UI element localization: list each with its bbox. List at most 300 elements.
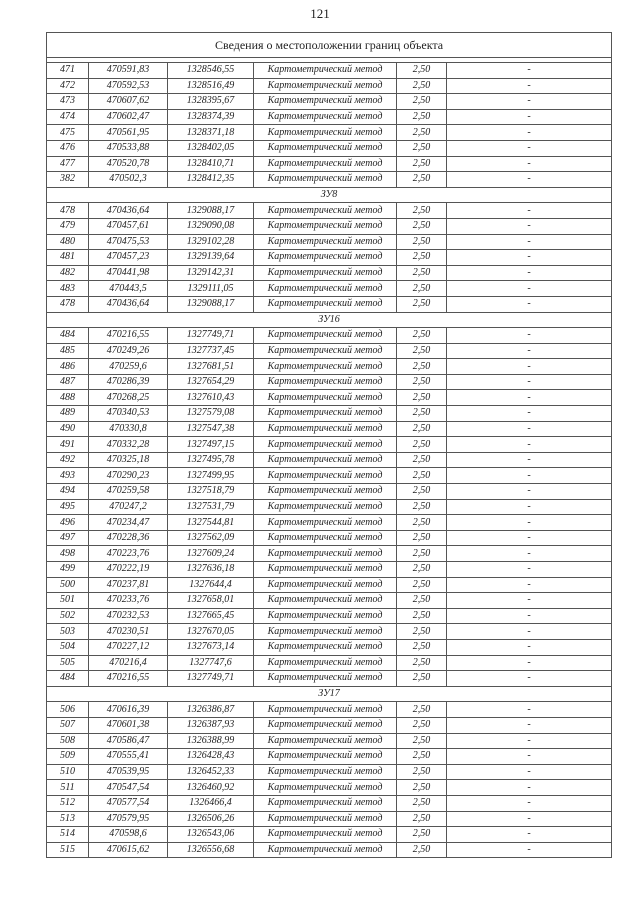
- accuracy-cell: 2,50: [397, 764, 447, 780]
- method-cell: Картометрический метод: [254, 156, 397, 172]
- description-cell: -: [447, 94, 612, 110]
- point-number-cell: 499: [47, 562, 89, 578]
- table-row: [47, 842, 612, 858]
- table-row: [47, 468, 612, 484]
- method-cell: Картометрический метод: [254, 421, 397, 437]
- x-coordinate-cell: 470443,5: [89, 281, 168, 297]
- method-cell: Картометрический метод: [254, 468, 397, 484]
- x-coordinate-cell: 470228,36: [89, 530, 168, 546]
- method-cell: Картометрический метод: [254, 78, 397, 94]
- accuracy-cell: 2,50: [397, 125, 447, 141]
- description-cell: -: [447, 374, 612, 390]
- method-cell: Картометрический метод: [254, 250, 397, 266]
- method-cell: Картометрический метод: [254, 749, 397, 765]
- accuracy-cell: 2,50: [397, 296, 447, 312]
- point-number-cell: 484: [47, 328, 89, 344]
- table-row: [47, 406, 612, 422]
- y-coordinate-cell: 1329088,17: [168, 203, 254, 219]
- description-cell: -: [447, 733, 612, 749]
- table-row: [47, 764, 612, 780]
- x-coordinate-cell: 470259,58: [89, 484, 168, 500]
- x-coordinate-cell: 470502,3: [89, 172, 168, 188]
- table-row: [47, 250, 612, 266]
- method-cell: Картометрический метод: [254, 639, 397, 655]
- description-cell: -: [447, 530, 612, 546]
- table-row: [47, 515, 612, 531]
- table-row: [47, 437, 612, 453]
- point-number-cell: 484: [47, 671, 89, 687]
- description-cell: -: [447, 515, 612, 531]
- x-coordinate-cell: 470602,47: [89, 109, 168, 125]
- x-coordinate-cell: 470441,98: [89, 265, 168, 281]
- y-coordinate-cell: 1327673,14: [168, 639, 254, 655]
- point-number-cell: 474: [47, 109, 89, 125]
- method-cell: Картометрический метод: [254, 406, 397, 422]
- y-coordinate-cell: 1327737,45: [168, 343, 254, 359]
- y-coordinate-cell: 1327579,08: [168, 406, 254, 422]
- description-cell: -: [447, 562, 612, 578]
- y-coordinate-cell: 1327644,4: [168, 577, 254, 593]
- point-number-cell: 475: [47, 125, 89, 141]
- y-coordinate-cell: 1326387,93: [168, 717, 254, 733]
- x-coordinate-cell: 470332,28: [89, 437, 168, 453]
- table-row: [47, 359, 612, 375]
- table-row: [47, 63, 612, 79]
- y-coordinate-cell: 1329142,31: [168, 265, 254, 281]
- method-cell: Картометрический метод: [254, 530, 397, 546]
- accuracy-cell: 2,50: [397, 343, 447, 359]
- accuracy-cell: 2,50: [397, 811, 447, 827]
- accuracy-cell: 2,50: [397, 780, 447, 796]
- point-number-cell: 502: [47, 608, 89, 624]
- x-coordinate-cell: 470259,6: [89, 359, 168, 375]
- y-coordinate-cell: 1326460,92: [168, 780, 254, 796]
- method-cell: Картометрический метод: [254, 795, 397, 811]
- table-title-row: [47, 33, 612, 58]
- x-coordinate-cell: 470555,41: [89, 749, 168, 765]
- method-cell: Картометрический метод: [254, 624, 397, 640]
- accuracy-cell: 2,50: [397, 78, 447, 94]
- point-number-cell: 478: [47, 296, 89, 312]
- description-cell: -: [447, 156, 612, 172]
- x-coordinate-cell: 470227,12: [89, 639, 168, 655]
- accuracy-cell: 2,50: [397, 218, 447, 234]
- method-cell: Картометрический метод: [254, 484, 397, 500]
- method-cell: Картометрический метод: [254, 296, 397, 312]
- y-coordinate-cell: 1328546,55: [168, 63, 254, 79]
- table-row: [47, 281, 612, 297]
- method-cell: Картометрический метод: [254, 172, 397, 188]
- method-cell: Картометрический метод: [254, 452, 397, 468]
- accuracy-cell: 2,50: [397, 639, 447, 655]
- x-coordinate-cell: 470561,95: [89, 125, 168, 141]
- description-cell: -: [447, 328, 612, 344]
- point-number-cell: 488: [47, 390, 89, 406]
- section-label: ЗУ17: [47, 686, 612, 702]
- x-coordinate-cell: 470237,81: [89, 577, 168, 593]
- accuracy-cell: 2,50: [397, 530, 447, 546]
- accuracy-cell: 2,50: [397, 406, 447, 422]
- description-cell: -: [447, 265, 612, 281]
- accuracy-cell: 2,50: [397, 203, 447, 219]
- method-cell: Картометрический метод: [254, 733, 397, 749]
- table-row: [47, 827, 612, 843]
- point-number-cell: 510: [47, 764, 89, 780]
- point-number-cell: 498: [47, 546, 89, 562]
- table-row: [47, 109, 612, 125]
- method-cell: Картометрический метод: [254, 343, 397, 359]
- description-cell: -: [447, 203, 612, 219]
- accuracy-cell: 2,50: [397, 702, 447, 718]
- description-cell: -: [447, 499, 612, 515]
- point-number-cell: 501: [47, 593, 89, 609]
- table-row: [47, 328, 612, 344]
- x-coordinate-cell: 470247,2: [89, 499, 168, 515]
- table-row: [47, 593, 612, 609]
- page-number: 121: [310, 6, 330, 21]
- section-label: ЗУ8: [47, 187, 612, 203]
- accuracy-cell: 2,50: [397, 250, 447, 266]
- y-coordinate-cell: 1326506,26: [168, 811, 254, 827]
- accuracy-cell: 2,50: [397, 546, 447, 562]
- accuracy-cell: 2,50: [397, 265, 447, 281]
- accuracy-cell: 2,50: [397, 421, 447, 437]
- y-coordinate-cell: 1326428,43: [168, 749, 254, 765]
- x-coordinate-cell: 470233,76: [89, 593, 168, 609]
- x-coordinate-cell: 470615,62: [89, 842, 168, 858]
- method-cell: Картометрический метод: [254, 780, 397, 796]
- x-coordinate-cell: 470249,26: [89, 343, 168, 359]
- point-number-cell: 500: [47, 577, 89, 593]
- accuracy-cell: 2,50: [397, 328, 447, 344]
- point-number-cell: 472: [47, 78, 89, 94]
- description-cell: -: [447, 78, 612, 94]
- table-row: [47, 780, 612, 796]
- y-coordinate-cell: 1329139,64: [168, 250, 254, 266]
- point-number-cell: 477: [47, 156, 89, 172]
- method-cell: Картометрический метод: [254, 515, 397, 531]
- description-cell: -: [447, 218, 612, 234]
- y-coordinate-cell: 1327495,78: [168, 452, 254, 468]
- y-coordinate-cell: 1329090,08: [168, 218, 254, 234]
- x-coordinate-cell: 470457,23: [89, 250, 168, 266]
- method-cell: Картометрический метод: [254, 390, 397, 406]
- y-coordinate-cell: 1329102,28: [168, 234, 254, 250]
- table-row: [47, 265, 612, 281]
- x-coordinate-cell: 470216,4: [89, 655, 168, 671]
- x-coordinate-cell: 470607,62: [89, 94, 168, 110]
- y-coordinate-cell: 1326452,33: [168, 764, 254, 780]
- y-coordinate-cell: 1328395,67: [168, 94, 254, 110]
- description-cell: -: [447, 234, 612, 250]
- section-header-row: [47, 312, 612, 328]
- method-cell: Картометрический метод: [254, 359, 397, 375]
- accuracy-cell: 2,50: [397, 452, 447, 468]
- y-coordinate-cell: 1327747,6: [168, 655, 254, 671]
- y-coordinate-cell: 1327681,51: [168, 359, 254, 375]
- method-cell: Картометрический метод: [254, 702, 397, 718]
- accuracy-cell: 2,50: [397, 63, 447, 79]
- point-number-cell: 480: [47, 234, 89, 250]
- x-coordinate-cell: 470223,76: [89, 546, 168, 562]
- point-number-cell: 511: [47, 780, 89, 796]
- table-row: [47, 390, 612, 406]
- method-cell: Картометрический метод: [254, 499, 397, 515]
- x-coordinate-cell: 470216,55: [89, 328, 168, 344]
- description-cell: -: [447, 780, 612, 796]
- y-coordinate-cell: 1327610,43: [168, 390, 254, 406]
- y-coordinate-cell: 1326543,06: [168, 827, 254, 843]
- description-cell: -: [447, 437, 612, 453]
- table-row: [47, 78, 612, 94]
- accuracy-cell: 2,50: [397, 468, 447, 484]
- y-coordinate-cell: 1327518,79: [168, 484, 254, 500]
- accuracy-cell: 2,50: [397, 795, 447, 811]
- table-row: [47, 452, 612, 468]
- y-coordinate-cell: 1327547,38: [168, 421, 254, 437]
- section-header-row: [47, 187, 612, 203]
- y-coordinate-cell: 1327497,15: [168, 437, 254, 453]
- x-coordinate-cell: 470268,25: [89, 390, 168, 406]
- y-coordinate-cell: 1327654,29: [168, 374, 254, 390]
- x-coordinate-cell: 470222,19: [89, 562, 168, 578]
- y-coordinate-cell: 1327749,71: [168, 671, 254, 687]
- description-cell: -: [447, 452, 612, 468]
- point-number-cell: 492: [47, 452, 89, 468]
- table-row: [47, 499, 612, 515]
- method-cell: Картометрический метод: [254, 109, 397, 125]
- x-coordinate-cell: 470457,61: [89, 218, 168, 234]
- method-cell: Картометрический метод: [254, 577, 397, 593]
- section-label: ЗУ16: [47, 312, 612, 328]
- x-coordinate-cell: 470520,78: [89, 156, 168, 172]
- accuracy-cell: 2,50: [397, 499, 447, 515]
- x-coordinate-cell: 470436,64: [89, 296, 168, 312]
- method-cell: Картометрический метод: [254, 593, 397, 609]
- description-cell: -: [447, 140, 612, 156]
- point-number-cell: 494: [47, 484, 89, 500]
- x-coordinate-cell: 470592,53: [89, 78, 168, 94]
- point-number-cell: 503: [47, 624, 89, 640]
- accuracy-cell: 2,50: [397, 671, 447, 687]
- table-row: [47, 140, 612, 156]
- description-cell: -: [447, 468, 612, 484]
- point-number-cell: 479: [47, 218, 89, 234]
- accuracy-cell: 2,50: [397, 234, 447, 250]
- description-cell: -: [447, 842, 612, 858]
- y-coordinate-cell: 1327658,01: [168, 593, 254, 609]
- y-coordinate-cell: 1327531,79: [168, 499, 254, 515]
- point-number-cell: 489: [47, 406, 89, 422]
- accuracy-cell: 2,50: [397, 374, 447, 390]
- y-coordinate-cell: 1328410,71: [168, 156, 254, 172]
- description-cell: -: [447, 421, 612, 437]
- accuracy-cell: 2,50: [397, 390, 447, 406]
- y-coordinate-cell: 1327670,05: [168, 624, 254, 640]
- accuracy-cell: 2,50: [397, 827, 447, 843]
- table-row: [47, 374, 612, 390]
- method-cell: Картометрический метод: [254, 437, 397, 453]
- x-coordinate-cell: 470591,83: [89, 63, 168, 79]
- accuracy-cell: 2,50: [397, 156, 447, 172]
- x-coordinate-cell: 470579,95: [89, 811, 168, 827]
- description-cell: -: [447, 593, 612, 609]
- x-coordinate-cell: 470616,39: [89, 702, 168, 718]
- y-coordinate-cell: 1328402,05: [168, 140, 254, 156]
- accuracy-cell: 2,50: [397, 593, 447, 609]
- accuracy-cell: 2,50: [397, 733, 447, 749]
- table-row: [47, 530, 612, 546]
- accuracy-cell: 2,50: [397, 608, 447, 624]
- y-coordinate-cell: 1328516,49: [168, 78, 254, 94]
- method-cell: Картометрический метод: [254, 717, 397, 733]
- description-cell: -: [447, 764, 612, 780]
- x-coordinate-cell: 470290,23: [89, 468, 168, 484]
- point-number-cell: 515: [47, 842, 89, 858]
- y-coordinate-cell: 1328374,39: [168, 109, 254, 125]
- description-cell: -: [447, 671, 612, 687]
- table-row: [47, 795, 612, 811]
- y-coordinate-cell: 1326386,87: [168, 702, 254, 718]
- point-number-cell: 509: [47, 749, 89, 765]
- table-row: [47, 655, 612, 671]
- x-coordinate-cell: 470475,53: [89, 234, 168, 250]
- point-number-cell: 473: [47, 94, 89, 110]
- point-number-cell: 482: [47, 265, 89, 281]
- accuracy-cell: 2,50: [397, 140, 447, 156]
- point-number-cell: 508: [47, 733, 89, 749]
- point-number-cell: 481: [47, 250, 89, 266]
- y-coordinate-cell: 1327544,81: [168, 515, 254, 531]
- description-cell: -: [447, 63, 612, 79]
- table-row: [47, 234, 612, 250]
- accuracy-cell: 2,50: [397, 655, 447, 671]
- table-row: [47, 421, 612, 437]
- accuracy-cell: 2,50: [397, 717, 447, 733]
- y-coordinate-cell: 1327665,45: [168, 608, 254, 624]
- description-cell: -: [447, 702, 612, 718]
- table-row: [47, 639, 612, 655]
- table-row: [47, 296, 612, 312]
- description-cell: -: [447, 296, 612, 312]
- x-coordinate-cell: 470598,6: [89, 827, 168, 843]
- accuracy-cell: 2,50: [397, 437, 447, 453]
- table-row: [47, 608, 612, 624]
- point-number-cell: 495: [47, 499, 89, 515]
- point-number-cell: 491: [47, 437, 89, 453]
- method-cell: Картометрический метод: [254, 608, 397, 624]
- table-row: [47, 203, 612, 219]
- y-coordinate-cell: 1328371,18: [168, 125, 254, 141]
- y-coordinate-cell: 1328412,35: [168, 172, 254, 188]
- method-cell: Картометрический метод: [254, 203, 397, 219]
- method-cell: Картометрический метод: [254, 234, 397, 250]
- table-row: [47, 562, 612, 578]
- point-number-cell: 478: [47, 203, 89, 219]
- accuracy-cell: 2,50: [397, 109, 447, 125]
- accuracy-cell: 2,50: [397, 484, 447, 500]
- method-cell: Картометрический метод: [254, 265, 397, 281]
- table-row: [47, 343, 612, 359]
- description-cell: -: [447, 406, 612, 422]
- y-coordinate-cell: 1327499,95: [168, 468, 254, 484]
- x-coordinate-cell: 470601,38: [89, 717, 168, 733]
- table-row: [47, 577, 612, 593]
- method-cell: Картометрический метод: [254, 671, 397, 687]
- method-cell: Картометрический метод: [254, 281, 397, 297]
- description-cell: -: [447, 608, 612, 624]
- x-coordinate-cell: 470586,47: [89, 733, 168, 749]
- description-cell: -: [447, 639, 612, 655]
- accuracy-cell: 2,50: [397, 624, 447, 640]
- y-coordinate-cell: 1329111,05: [168, 281, 254, 297]
- point-number-cell: 471: [47, 63, 89, 79]
- method-cell: Картометрический метод: [254, 811, 397, 827]
- description-cell: -: [447, 717, 612, 733]
- table-row: [47, 811, 612, 827]
- method-cell: Картометрический метод: [254, 125, 397, 141]
- table-row: [47, 125, 612, 141]
- table-row: [47, 218, 612, 234]
- point-number-cell: 487: [47, 374, 89, 390]
- y-coordinate-cell: 1327636,18: [168, 562, 254, 578]
- method-cell: Картометрический метод: [254, 655, 397, 671]
- method-cell: Картометрический метод: [254, 827, 397, 843]
- x-coordinate-cell: 470230,51: [89, 624, 168, 640]
- section-header-row: [47, 686, 612, 702]
- table-row: [47, 94, 612, 110]
- description-cell: -: [447, 250, 612, 266]
- table-row: [47, 749, 612, 765]
- table-row: [47, 484, 612, 500]
- table-row: [47, 546, 612, 562]
- point-number-cell: 476: [47, 140, 89, 156]
- x-coordinate-cell: 470547,54: [89, 780, 168, 796]
- x-coordinate-cell: 470286,39: [89, 374, 168, 390]
- x-coordinate-cell: 470330,8: [89, 421, 168, 437]
- description-cell: -: [447, 577, 612, 593]
- description-cell: -: [447, 125, 612, 141]
- point-number-cell: 512: [47, 795, 89, 811]
- accuracy-cell: 2,50: [397, 172, 447, 188]
- point-number-cell: 507: [47, 717, 89, 733]
- point-number-cell: 514: [47, 827, 89, 843]
- accuracy-cell: 2,50: [397, 842, 447, 858]
- point-number-cell: 506: [47, 702, 89, 718]
- method-cell: Картометрический метод: [254, 842, 397, 858]
- x-coordinate-cell: 470340,53: [89, 406, 168, 422]
- point-number-cell: 504: [47, 639, 89, 655]
- x-coordinate-cell: 470232,53: [89, 608, 168, 624]
- description-cell: -: [447, 655, 612, 671]
- x-coordinate-cell: 470539,95: [89, 764, 168, 780]
- point-number-cell: 496: [47, 515, 89, 531]
- x-coordinate-cell: 470325,18: [89, 452, 168, 468]
- point-number-cell: 483: [47, 281, 89, 297]
- description-cell: -: [447, 546, 612, 562]
- table-title: Сведения о местоположении границ объекта: [47, 33, 612, 58]
- point-number-cell: 382: [47, 172, 89, 188]
- description-cell: -: [447, 281, 612, 297]
- description-cell: -: [447, 811, 612, 827]
- table-row: [47, 717, 612, 733]
- point-number-cell: 513: [47, 811, 89, 827]
- point-number-cell: 493: [47, 468, 89, 484]
- point-number-cell: 505: [47, 655, 89, 671]
- x-coordinate-cell: 470216,55: [89, 671, 168, 687]
- description-cell: -: [447, 109, 612, 125]
- x-coordinate-cell: 470234,47: [89, 515, 168, 531]
